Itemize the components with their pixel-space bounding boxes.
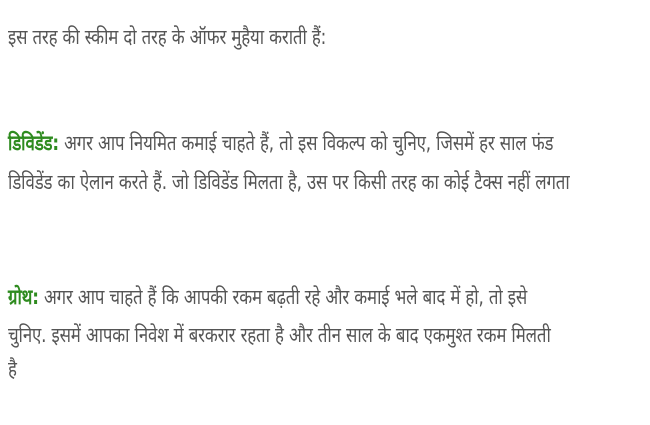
dividend-paragraph-line-2: डिविडेंड का ऐलान करते हैं. जो डिविडेंड मिलता है, उस पर किसी तरह का कोई टैक्स नहीं लगता bbox=[8, 170, 570, 194]
growth-paragraph-line-3: है bbox=[8, 357, 17, 381]
growth-text-1: अगर आप चाहते हैं कि आपकी रकम बढ़ती रहे और कमाई भले बाद में हो, तो इसे bbox=[38, 285, 528, 309]
growth-paragraph-line-2: चुनिए. इसमें आपका निवेश में बरकरार रहता है और तीन साल के बाद एकमुश्त रकम मिलती bbox=[8, 323, 551, 347]
dividend-term: डिविडेंड: bbox=[8, 131, 59, 155]
dividend-paragraph-line-1 bbox=[8, 128, 553, 158]
growth-term: ग्रोथ: bbox=[8, 285, 39, 309]
dividend-text-1: अगर आप नियमित कमाई चाहते हैं, तो इस विकल्प को चुनिए, जिसमें हर साल फंड bbox=[58, 131, 554, 155]
intro-paragraph: इस तरह की स्कीम दो तरह के ऑफर मुहैया कराती हैं: bbox=[8, 25, 327, 49]
growth-paragraph-line-1 bbox=[8, 282, 527, 312]
